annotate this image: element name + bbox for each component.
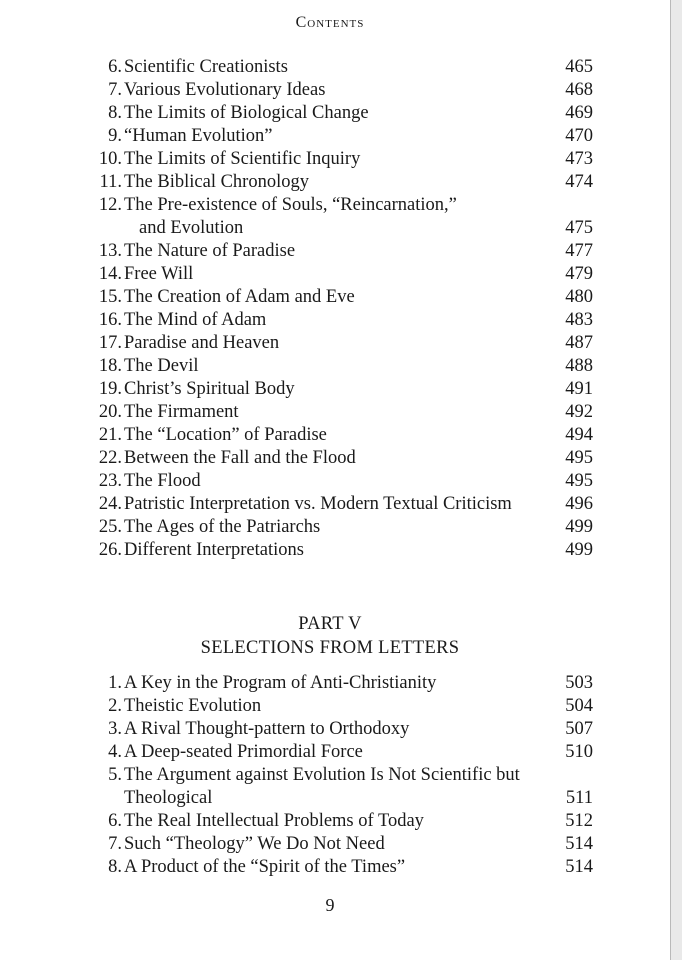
- entry-page: 496: [565, 494, 593, 514]
- entry-number: 16.: [98, 310, 122, 330]
- toc-entry: [95, 718, 593, 741]
- entry-number: 22.: [98, 448, 122, 468]
- entry-number: 14.: [98, 264, 122, 284]
- entry-title-continuation: Theological: [124, 788, 213, 808]
- toc-entry: [95, 470, 593, 493]
- toc-entry-continuation: [95, 787, 593, 810]
- entry-number: 4.: [108, 742, 122, 762]
- part-heading: [0, 612, 660, 660]
- entry-page: 494: [565, 425, 593, 445]
- toc-entry: [95, 332, 593, 355]
- toc-entry: [95, 516, 593, 539]
- entry-page: 499: [565, 540, 593, 560]
- toc-entry: [95, 125, 593, 148]
- toc-entry: [95, 447, 593, 470]
- toc-entry: [95, 493, 593, 516]
- entry-title: Paradise and Heaven: [124, 333, 280, 353]
- entry-title: Christ’s Spiritual Body: [124, 379, 295, 399]
- toc-entry: [95, 672, 593, 695]
- entry-page: 499: [565, 517, 593, 537]
- entry-page: 475: [565, 218, 593, 238]
- entry-page: 514: [565, 834, 593, 854]
- entry-number: 12.: [98, 195, 122, 215]
- entry-page: 512: [565, 811, 593, 831]
- entry-title: Between the Fall and the Flood: [124, 448, 356, 468]
- entry-title: A Deep-seated Primordial Force: [124, 742, 363, 762]
- entry-number: 23.: [98, 471, 122, 491]
- toc-entry: [95, 424, 593, 447]
- entry-number: 10.: [98, 149, 122, 169]
- toc-entry: [95, 263, 593, 286]
- toc-entry: [95, 695, 593, 718]
- part-title: SELECTIONS FROM LETTERS: [200, 638, 460, 658]
- entry-number: 8.: [108, 857, 122, 877]
- entry-number: 13.: [98, 241, 122, 261]
- entry-title: A Key in the Program of Anti-Christianity: [124, 673, 437, 693]
- entry-title: The Devil: [124, 356, 199, 376]
- entry-number: 1.: [108, 673, 122, 693]
- page-edge: [670, 0, 682, 960]
- entry-number: 6.: [108, 811, 122, 831]
- entry-page: 514: [565, 857, 593, 877]
- toc-list-part-v: [95, 672, 593, 879]
- entry-page: 480: [565, 287, 593, 307]
- toc-entry: [95, 286, 593, 309]
- entry-title: Free Will: [124, 264, 194, 284]
- entry-title: The Pre-existence of Souls, “Reincarnation,”: [124, 195, 457, 215]
- toc-entry: [95, 355, 593, 378]
- toc-entry: [95, 401, 593, 424]
- entry-title: Various Evolutionary Ideas: [124, 80, 326, 100]
- entry-number: 21.: [98, 425, 122, 445]
- entry-number: 8.: [108, 103, 122, 123]
- entry-number: 2.: [108, 696, 122, 716]
- toc-entry: [95, 309, 593, 332]
- toc-entry: [95, 833, 593, 856]
- entry-page: 495: [565, 471, 593, 491]
- entry-number: 7.: [108, 80, 122, 100]
- entry-title: A Rival Thought-pattern to Orthodoxy: [124, 719, 410, 739]
- entry-title-continuation: and Evolution: [139, 218, 244, 238]
- entry-page: 507: [565, 719, 593, 739]
- entry-number: 9.: [108, 126, 122, 146]
- entry-title: The Nature of Paradise: [124, 241, 296, 261]
- entry-title: Patristic Interpretation vs. Modern Textual Criticism: [124, 494, 512, 514]
- entry-title: The Flood: [124, 471, 201, 491]
- page-number: 9: [325, 895, 335, 915]
- entry-page: 469: [565, 103, 593, 123]
- toc-list-top: [95, 56, 593, 562]
- toc-entry: [95, 56, 593, 79]
- entry-title: The Limits of Biological Change: [124, 103, 369, 123]
- entry-number: 15.: [98, 287, 122, 307]
- entry-number: 3.: [108, 719, 122, 739]
- toc-entry: [95, 240, 593, 263]
- entry-page: 492: [565, 402, 593, 422]
- entry-title: The Biblical Chronology: [124, 172, 309, 192]
- toc-entry: [95, 856, 593, 879]
- toc-entry: [95, 741, 593, 764]
- toc-entry: [95, 148, 593, 171]
- entry-number: 24.: [98, 494, 122, 514]
- entry-page: 479: [565, 264, 593, 284]
- entry-title: The Argument against Evolution Is Not Scientific but: [124, 765, 520, 785]
- entry-number: 20.: [98, 402, 122, 422]
- entry-page: 470: [565, 126, 593, 146]
- entry-page: 503: [565, 673, 593, 693]
- toc-entry: [95, 764, 593, 787]
- entry-page: 483: [565, 310, 593, 330]
- entry-number: 6.: [108, 57, 122, 77]
- toc-entry: [95, 79, 593, 102]
- entry-title: The Limits of Scientific Inquiry: [124, 149, 361, 169]
- entry-number: 17.: [98, 333, 122, 353]
- entry-page: 495: [565, 448, 593, 468]
- toc-entry: [95, 539, 593, 562]
- entry-page: 465: [565, 57, 593, 77]
- entry-number: 7.: [108, 834, 122, 854]
- entry-page: 510: [565, 742, 593, 762]
- running-head: Contents: [295, 14, 365, 31]
- entry-title: Scientific Creationists: [124, 57, 288, 77]
- entry-number: 25.: [98, 517, 122, 537]
- entry-page: 511: [565, 788, 593, 808]
- entry-number: 26.: [98, 540, 122, 560]
- entry-title: The Firmament: [124, 402, 239, 422]
- entry-number: 11.: [99, 172, 122, 192]
- entry-page: 473: [565, 149, 593, 169]
- entry-title: The Creation of Adam and Eve: [124, 287, 355, 307]
- toc-entry-continuation: [95, 217, 593, 240]
- entry-page: 487: [565, 333, 593, 353]
- entry-number: 19.: [98, 379, 122, 399]
- toc-entry: [95, 102, 593, 125]
- entry-title: Such “Theology” We Do Not Need: [124, 834, 385, 854]
- entry-page: 504: [565, 696, 593, 716]
- entry-page: 491: [565, 379, 593, 399]
- entry-number: 5.: [108, 765, 122, 785]
- entry-title: The Mind of Adam: [124, 310, 267, 330]
- toc-entry: [95, 810, 593, 833]
- entry-title: Different Interpretations: [124, 540, 304, 560]
- entry-page: 468: [565, 80, 593, 100]
- entry-title: The “Location” of Paradise: [124, 425, 327, 445]
- entry-title: Theistic Evolution: [124, 696, 262, 716]
- entry-title: A Product of the “Spirit of the Times”: [124, 857, 406, 877]
- toc-entry: [95, 194, 593, 217]
- part-label: PART V: [298, 614, 362, 634]
- entry-page: 474: [565, 172, 593, 192]
- toc-entry: [95, 378, 593, 401]
- entry-title: The Real Intellectual Problems of Today: [124, 811, 424, 831]
- toc-entry: [95, 171, 593, 194]
- entry-title: The Ages of the Patriarchs: [124, 517, 321, 537]
- entry-number: 18.: [98, 356, 122, 376]
- entry-title: “Human Evolution”: [124, 126, 273, 146]
- entry-page: 477: [565, 241, 593, 261]
- entry-page: 488: [565, 356, 593, 376]
